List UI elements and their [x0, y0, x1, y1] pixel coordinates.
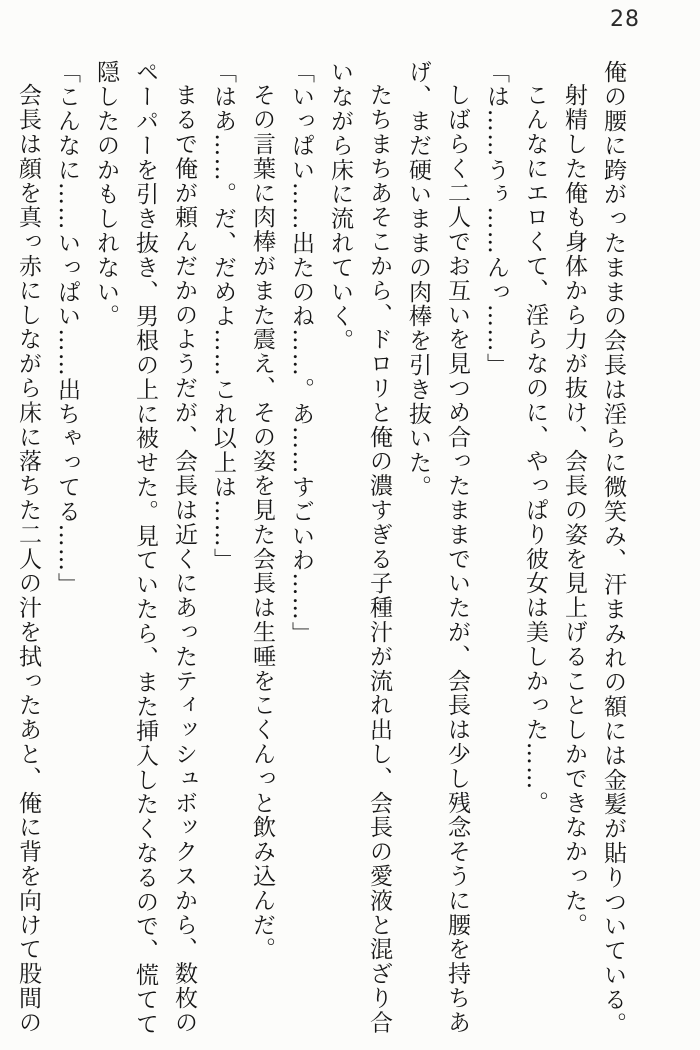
paragraph: その言葉に肉棒がまた震え、その姿を見た会長は生唾をこくんっと飲み込んだ。 — [249, 83, 275, 962]
paragraph: 「こんなに……いっぱい……出ちゃってる……」 — [54, 60, 80, 597]
paragraph: こんなにエロくて、淫らなのに、やっぱり彼女は美しかった……。 — [522, 83, 548, 815]
paragraph: しばらく二人でお互いを見つめ合ったままでいたが、会長は少し残念そうに腰を持ちあげ、まだ硬いままの肉棒を引き抜いた。 — [405, 60, 470, 1035]
paragraph: 俺の腰に跨がったままの会長は淫らに微笑み、汗まみれの額には金髪が貼りついている。 — [600, 60, 626, 1036]
paragraph: 「は……うぅ……んっ……」 — [483, 60, 509, 378]
page-number: 28 — [610, 7, 640, 32]
paragraph: たちまちあそこから、ドロリと俺の濃すぎる子種汁が流れ出し、会長の愛液と混ざり合いながら床に流れていく。 — [327, 60, 392, 1035]
vertical-text-block — [4, 60, 632, 1040]
paragraph: まるで俺が頼んだかのようだが、会長は近くにあったティッシュボックスから、数枚のペーパーを引き抜き、男根の上に被せた。見ていたら、また挿入したくなるので、慌てて隠したのかもしれない。 — [93, 60, 197, 1036]
paragraph: 「はあ……。だ、だめよ……これ以上は……」 — [210, 60, 236, 573]
paragraph: 会長は顔を真っ赤にしながら床に落ちた二人の汁を拭ったあと、俺に背を向けて股間の — [15, 83, 41, 1035]
paragraph: 「いっぱい……出たのね……。あ……すごいわ……」 — [288, 60, 314, 646]
paragraph: 射精した俺も身体から力が抜け、会長の姿を見上げることしかできなかった。 — [561, 83, 587, 937]
